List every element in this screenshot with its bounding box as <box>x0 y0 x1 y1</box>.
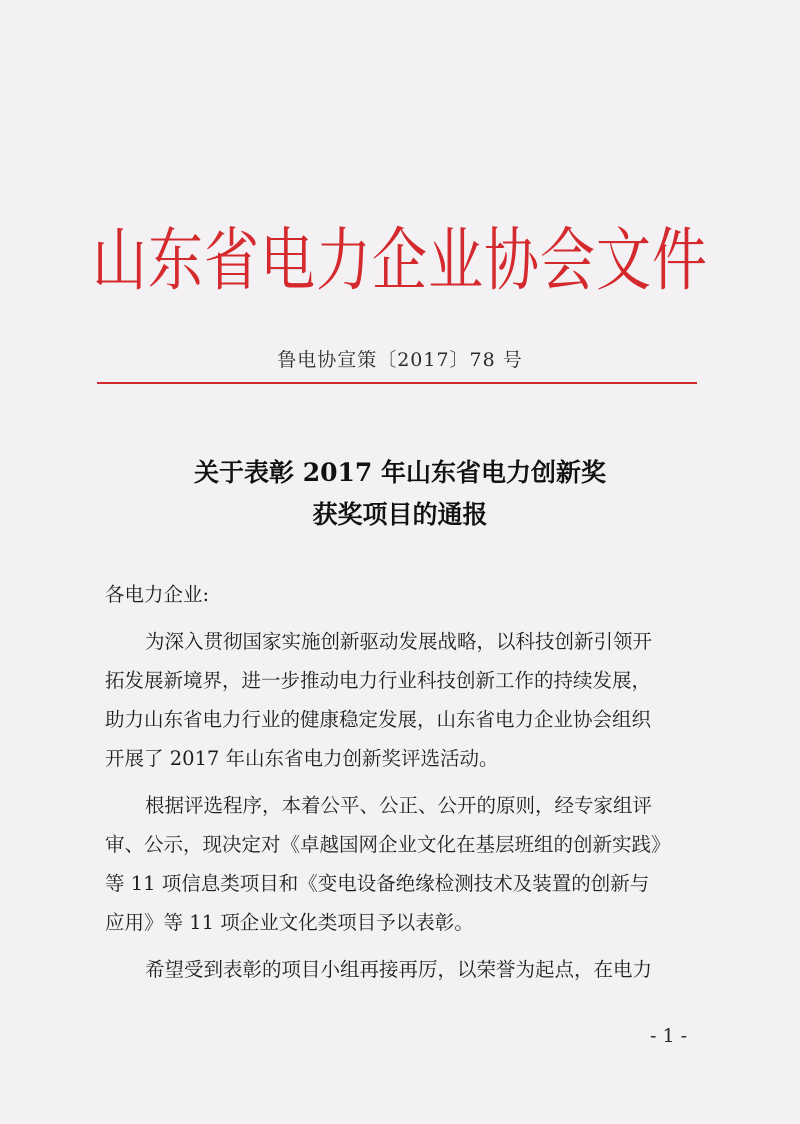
paragraph-line: 审、公示，现决定对《卓越国网企业文化在基层班组的创新实践》 <box>105 833 671 856</box>
paragraph-line: 为深入贯彻国家实施创新驱动发展战略，以科技创新引领开 <box>145 630 653 653</box>
paragraph-line: 希望受到表彰的项目小组再接再厉，以荣誉为起点，在电力 <box>145 958 653 981</box>
paragraph-2 <box>105 786 705 942</box>
paragraph-line: 等 11 项信息类项目和《变电设备绝缘检测技术及装置的创新与 <box>105 872 650 895</box>
paragraph-3 <box>105 950 705 989</box>
paragraph-line: 开展了 2017 年山东省电力创新奖评选活动。 <box>105 747 499 770</box>
paragraph-1 <box>105 622 705 778</box>
document-title-line-1: 关于表彰 2017 年山东省电力创新奖 <box>194 458 606 487</box>
red-divider-line <box>97 382 697 384</box>
document-number: 鲁电协宣策〔2017〕78 号 <box>277 349 523 371</box>
document-body <box>105 575 705 989</box>
paragraph-line: 拓发展新境界，进一步推动电力行业科技创新工作的持续发展， <box>105 669 652 692</box>
page-number: - 1 - <box>650 1025 688 1047</box>
paragraph-line: 应用》等 11 项企业文化类项目予以表彰。 <box>105 911 474 934</box>
document-masthead: 山东省电力企业协会文件 <box>91 220 708 300</box>
salutation: 各电力企业: <box>105 583 210 606</box>
paragraph-line: 助力山东省电力行业的健康稳定发展，山东省电力企业协会组织 <box>105 708 652 731</box>
paragraph-line: 根据评选程序，本着公平、公正、公开的原则，经专家组评 <box>145 794 653 817</box>
document-title-line-2: 获奖项目的通报 <box>312 500 488 529</box>
